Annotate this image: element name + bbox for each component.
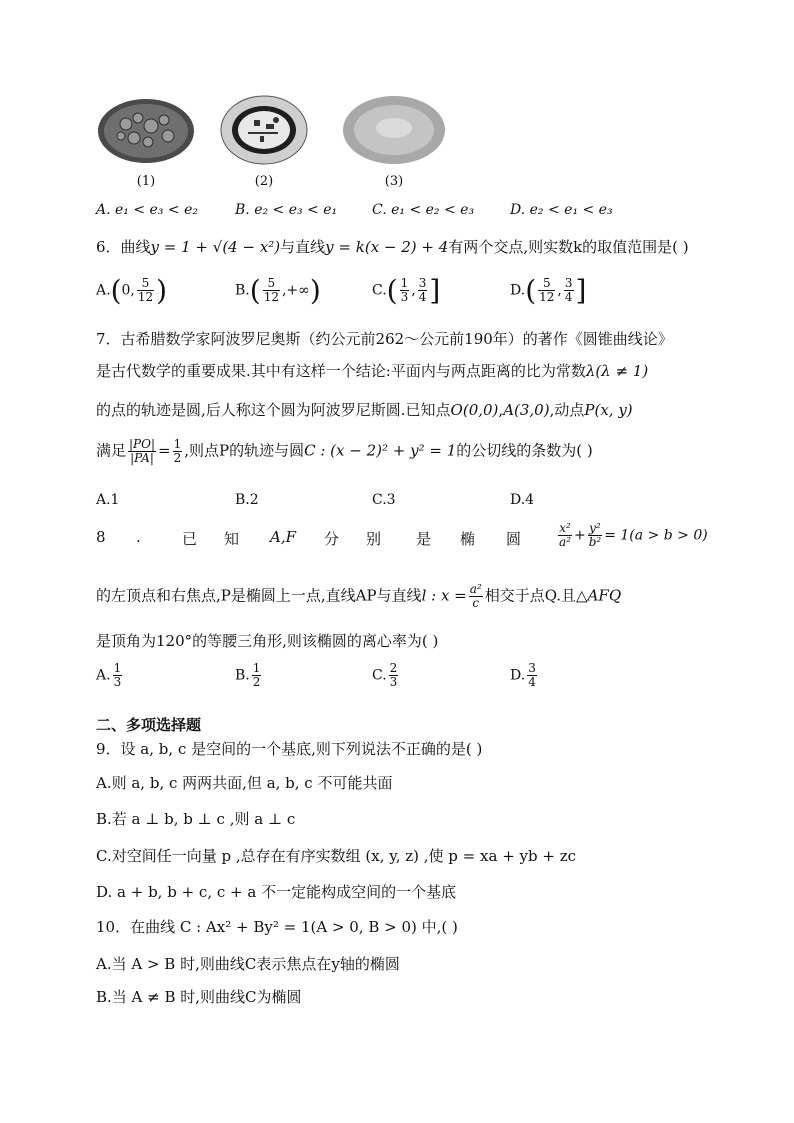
q7-option-a: A.1 xyxy=(96,492,120,508)
q10-option-b: B.当 A ≠ B 时,则曲线C为椭圆 xyxy=(96,988,302,1006)
q8-option-c: C. $\frac{2}{3}$ xyxy=(372,661,398,689)
q7-ratio-fraction: $\frac{|PO|}{|PA|}$ xyxy=(129,437,156,465)
plate-figure-3 xyxy=(342,94,446,189)
q7-option-b: B.2 xyxy=(235,492,259,508)
figure-caption-1: (1) xyxy=(136,174,156,189)
q8-option-a: A. $\frac{1}{3}$ xyxy=(96,661,122,689)
q7-line-4: 满足 $\frac{|PO|}{|PA|}$ = $\frac{1}{2}$ ,则点P的轨迹与圆C : (x − 2)² + y² = 1的公切线的条数为( ) xyxy=(96,437,593,465)
q9-option-c: C.对空间任一向量 p ,总存在有序实数组 (x, y, z) ,使 p = xa + yb + zc xyxy=(96,847,577,865)
q9-option-b: B.若 a ⊥ b, b ⊥ c ,则 a ⊥ c xyxy=(96,810,296,828)
q5-option-d: D. e₂ < e₁ < e₃ xyxy=(510,202,613,218)
figure-caption-3: (3) xyxy=(384,174,404,189)
q8-line-2: 的左顶点和右焦点,P是椭圆上一点,直线AP与直线l : x = $\frac{\text{a²}}{c}$ 相交于点Q.且△AFQ xyxy=(96,582,622,610)
q8-option-b: B. $\frac{1}{2}$ xyxy=(235,661,261,689)
q6-option-a: A.(0, $\frac{5}{12}$ ) xyxy=(96,274,168,307)
section-heading-multiple-choice: 二、多项选择题 xyxy=(96,716,202,734)
q5-option-b: B. e₂ < e₃ < e₁ xyxy=(235,202,338,218)
q7-line-3: 的点的轨迹是圆,后人称这个圆为阿波罗尼斯圆.已知点O(0,0),A(3,0),动点P(x, y) xyxy=(96,401,633,419)
q9-stem: 9．设 a, b, c 是空间的一个基底,则下列说法不正确的是( ) xyxy=(96,740,483,758)
q7-option-c: C.3 xyxy=(372,492,396,508)
plate-figure-1 xyxy=(96,96,196,189)
q7-line-1: 7．古希腊数学家阿波罗尼奥斯（约公元前262～公元前190年）的著作《圆锥曲线论》 xyxy=(96,330,673,348)
q6-stem: 6．曲线y = 1 + √(4 − x²)与直线y = k(x − 2) + 4有两个交点,则实数k的取值范围是( ) xyxy=(96,238,689,256)
q7-option-d: D.4 xyxy=(510,492,535,508)
plate-figures xyxy=(96,96,456,196)
q6-option-b: B.( $\frac{5}{12}$ ,+∞) xyxy=(235,274,321,307)
q8-line-3: 是顶角为120°的等腰三角形,则该椭圆的离心率为( ) xyxy=(96,632,439,650)
q10-stem: 10．在曲线 C : Ax² + By² = 1(A > 0, B > 0) 中,( ) xyxy=(96,918,458,936)
q7-line-2: 是古代数学的重要成果.其中有这样一个结论:平面内与两点距离的比为常数λ(λ ≠ 1) xyxy=(96,362,649,380)
q6-line: y = k(x − 2) + 4 xyxy=(325,238,449,256)
q9-option-a: A.则 a, b, c 两两共面,但 a, b, c 不可能共面 xyxy=(96,774,393,792)
q9-option-d: D. a + b, b + c, c + a 不一定能构成空间的一个基底 xyxy=(96,883,457,901)
q10-option-a: A.当 A > B 时,则曲线C表示焦点在y轴的椭圆 xyxy=(96,955,400,973)
q5-option-c: C. e₁ < e₂ < e₃ xyxy=(372,202,475,218)
q8-option-d: D. $\frac{3}{4}$ xyxy=(510,661,536,689)
q6-curve: y = 1 + √(4 − x²) xyxy=(150,238,281,256)
q6-option-d: D.( $\frac{5}{12}$ , $\frac{3}{4}$ ] xyxy=(510,274,587,307)
q5-option-a: A. e₁ < e₃ < e₂ xyxy=(96,202,198,218)
q6-option-c: C.( $\frac{1}{3}$ , $\frac{3}{4}$ ] xyxy=(372,274,441,307)
figure-caption-2: (2) xyxy=(254,174,274,189)
plate-figure-2 xyxy=(220,94,308,189)
q8-ellipse-equation: $\frac{\text{x²}}{\text{a²}}$ + $\frac{\text{y²}}{\text{b²}}$ = 1(a > b > 0) xyxy=(559,521,708,549)
